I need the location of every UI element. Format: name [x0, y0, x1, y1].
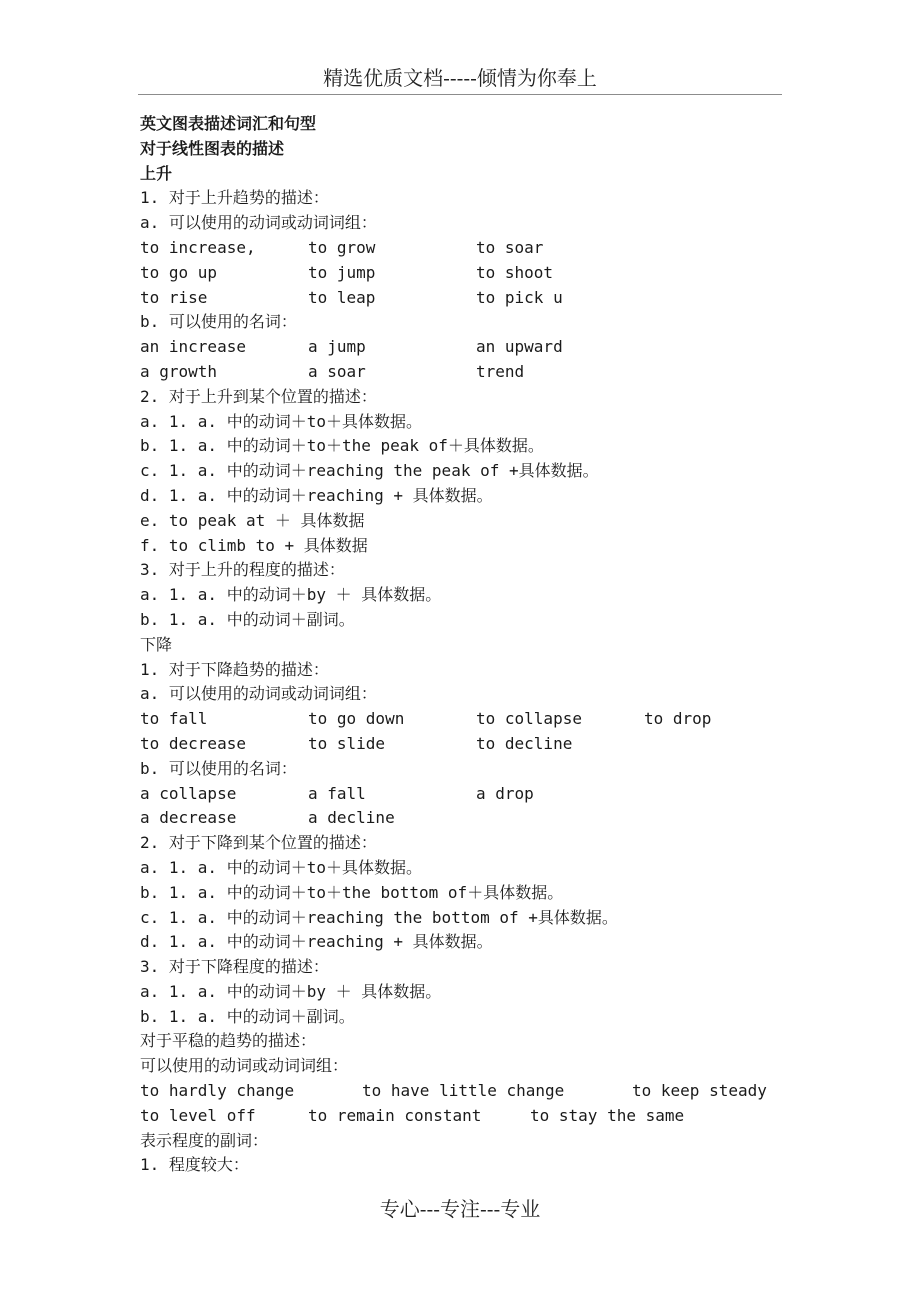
- text-line: a. 可以使用的动词或动词词组：: [140, 684, 377, 704]
- text-line: 2. 对于上升到某个位置的描述：: [140, 386, 377, 406]
- subsection-heading: 上升: [140, 163, 173, 183]
- document-title: 英文图表描述词汇和句型: [140, 114, 317, 133]
- word-row: [140, 360, 800, 385]
- word-row: [140, 707, 800, 732]
- word-item: to hardly change: [140, 1081, 295, 1101]
- word-item: to keep steady: [632, 1081, 767, 1101]
- text-line: a. 1. a. 中的动词＋to＋具体数据。: [140, 411, 422, 431]
- text-line: 对于平稳的趋势的描述：: [140, 1031, 317, 1051]
- page-footer: 专心---专注---专业: [379, 1197, 541, 1221]
- text-line: a. 1. a. 中的动词＋to＋具体数据。: [140, 857, 422, 877]
- word-row: [140, 261, 800, 286]
- text-line: a. 1. a. 中的动词＋by ＋ 具体数据。: [140, 585, 442, 605]
- text-line: 3. 对于上升的程度的描述：: [140, 560, 345, 580]
- word-item: trend: [476, 361, 525, 381]
- word-item: a jump: [308, 337, 366, 357]
- section-heading: 对于线性图表的描述: [140, 138, 285, 158]
- word-item: to go up: [140, 262, 218, 282]
- word-item: to slide: [308, 733, 386, 753]
- word-item: to fall: [140, 709, 208, 729]
- text-line: a. 1. a. 中的动词＋by ＋ 具体数据。: [140, 981, 442, 1001]
- word-item: to increase,: [140, 237, 256, 257]
- word-item: a drop: [476, 783, 534, 803]
- page-header: 精选优质文档-----倾情为你奉上: [138, 62, 782, 95]
- word-row: [140, 1079, 800, 1104]
- word-row: [140, 1104, 800, 1129]
- word-item: to have little change: [362, 1081, 565, 1101]
- text-line: d. 1. a. 中的动词＋reaching + 具体数据。: [140, 485, 493, 505]
- word-item: to go down: [308, 709, 405, 729]
- text-line: e. to peak at ＋ 具体数据: [140, 510, 365, 530]
- word-item: to jump: [308, 262, 376, 282]
- word-item: a soar: [308, 361, 366, 381]
- word-item: an upward: [476, 337, 563, 357]
- word-item: to pick u: [476, 287, 563, 307]
- text-line: 1. 对于上升趋势的描述：: [140, 188, 329, 208]
- word-item: to level off: [140, 1105, 256, 1125]
- word-item: a growth: [140, 361, 218, 381]
- text-line: 表示程度的副词：: [140, 1130, 269, 1150]
- word-item: to rise: [140, 287, 208, 307]
- text-line: 1. 程度较大：: [140, 1155, 249, 1175]
- text-line: b. 1. a. 中的动词＋副词。: [140, 609, 355, 629]
- word-item: a fall: [308, 783, 366, 803]
- text-line: f. to climb to + 具体数据: [140, 535, 368, 555]
- word-item: to drop: [644, 709, 712, 729]
- text-line: d. 1. a. 中的动词＋reaching + 具体数据。: [140, 932, 493, 952]
- word-item: to grow: [308, 237, 376, 257]
- text-line: b. 1. a. 中的动词＋to＋the bottom of＋具体数据。: [140, 882, 564, 902]
- text-line: c. 1. a. 中的动词＋reaching the bottom of +具体数据。: [140, 907, 618, 927]
- text-line: a. 可以使用的动词或动词词组：: [140, 213, 377, 233]
- text-line: 3. 对于下降程度的描述：: [140, 957, 329, 977]
- word-row: [140, 236, 800, 261]
- word-row: [140, 806, 800, 831]
- word-item: a decline: [308, 808, 395, 828]
- word-item: to collapse: [476, 709, 582, 729]
- word-item: a collapse: [140, 783, 237, 803]
- word-row: [140, 732, 800, 757]
- word-item: to decline: [476, 733, 573, 753]
- word-item: to leap: [308, 287, 376, 307]
- text-line: b. 可以使用的名词：: [140, 312, 297, 332]
- word-item: to decrease: [140, 733, 246, 753]
- text-line: 可以使用的动词或动词词组：: [140, 1056, 349, 1076]
- word-row: [140, 782, 800, 807]
- document-body: [140, 112, 800, 1178]
- text-line: b. 1. a. 中的动词＋to＋the peak of＋具体数据。: [140, 436, 544, 456]
- text-line: 2. 对于下降到某个位置的描述：: [140, 833, 377, 853]
- word-item: to shoot: [476, 262, 554, 282]
- word-item: to remain constant: [308, 1105, 482, 1125]
- word-item: an increase: [140, 337, 246, 357]
- word-item: to stay the same: [530, 1105, 685, 1125]
- text-line: 1. 对于下降趋势的描述：: [140, 659, 329, 679]
- text-line: c. 1. a. 中的动词＋reaching the peak of +具体数据。: [140, 461, 599, 481]
- text-line: b. 1. a. 中的动词＋副词。: [140, 1006, 355, 1026]
- word-item: to soar: [476, 237, 544, 257]
- word-row: [140, 335, 800, 360]
- word-item: a decrease: [140, 808, 237, 828]
- subsection-heading: 下降: [140, 634, 173, 654]
- word-row: [140, 286, 800, 311]
- text-line: b. 可以使用的名词：: [140, 758, 297, 778]
